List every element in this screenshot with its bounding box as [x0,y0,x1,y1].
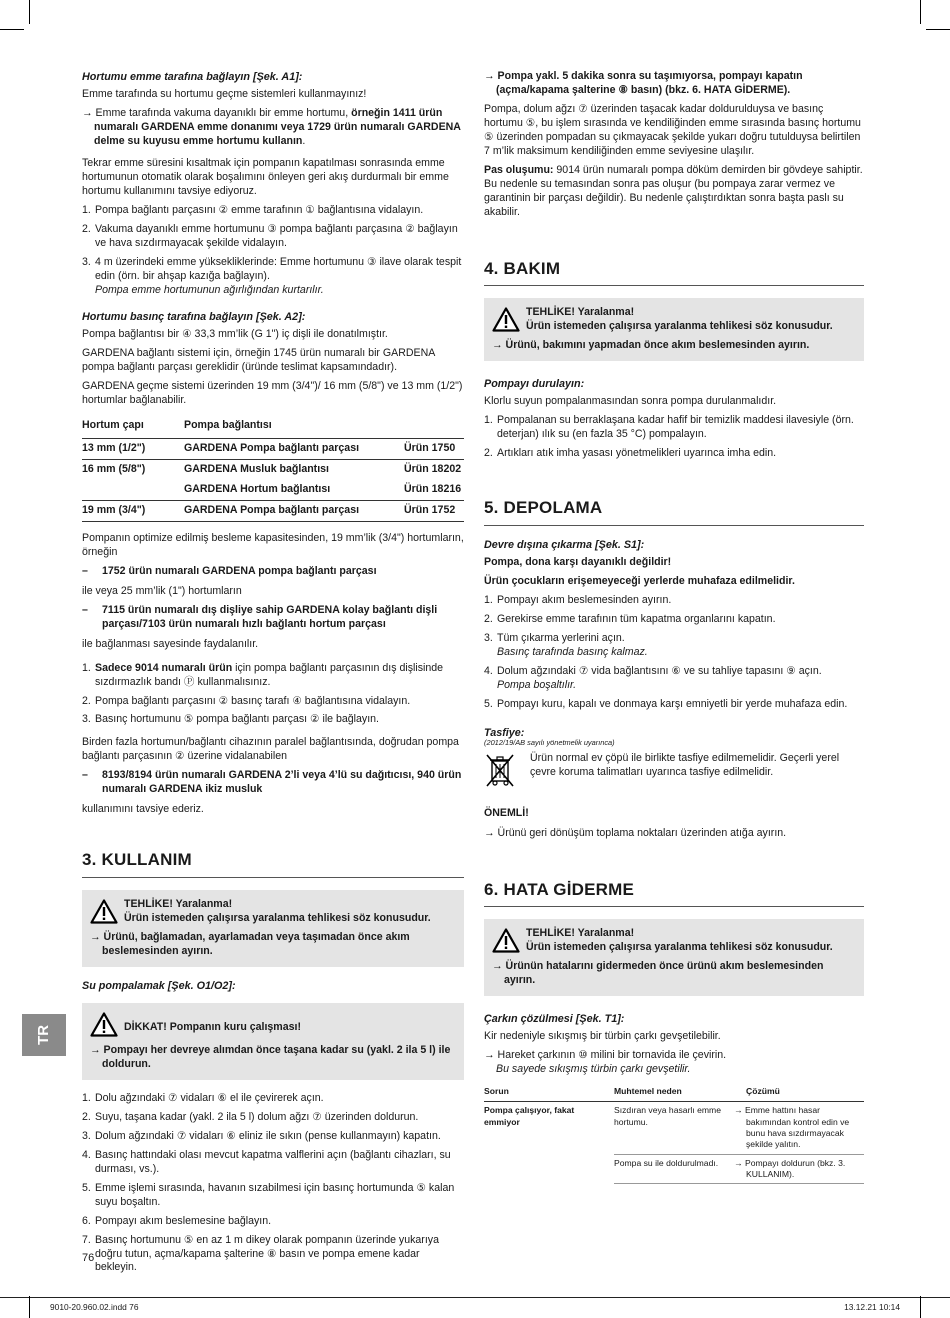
table-header: Muhtemel neden [614,1083,746,1102]
step-note: Pompa emme hortumunun ağırlığından kurtarılır. [95,283,324,296]
warning-action: → Ürünü, bağlamadan, ayarlamadan veya taşımadan önce akım beslemesinden ayırın. [90,930,410,957]
troubleshooting-table [484,1083,864,1184]
a1-intro: Emme tarafında su hortumu geçme sistemleri kullanmayınız! [82,88,367,101]
table-cell: GARDENA Hortum bağlantısı [184,482,331,495]
b-step [82,713,464,727]
table-row [82,459,464,479]
step-text: Emme işlemi sırasında, havanın sızabilmesi için basınç hortumunda ⑤ kalan suyu boşaltın. [95,1181,455,1208]
step-number: 2. [82,223,91,235]
s1-step [484,613,864,627]
table-cell: Sızdıran veya hasarlı emme hortumu. [614,1105,721,1127]
clean-heading: Pompayı durulayın: [484,378,585,391]
danger-warning-box [484,919,864,996]
step-number: 3. [484,631,493,644]
section-title-usage: 3. KULLANIM [82,849,464,877]
step-text: Pompayı kuru, kapalı ve donmaya karşı emniyetli bir yerde muhafaza edin. [497,697,848,710]
a1-arrow-bold: örneğin 1411 ürün numaralı GARDENA emme donanımı veya 1729 ürün numaralı GARDENA delme su kuyusu emme hortumu kullanın [94,107,461,148]
table-header-row [484,1083,864,1102]
dash-item-text: 7115 ürün numaralı dış dişliye sahip GARDENA kolay bağlantı dişli parçası/7103 ürün numaralı hızlı bağlantı hortum parçası [102,603,438,630]
s1-step [484,594,864,608]
important-arrow: → Ürünü geri dönüşüm toplama noktaları üzerinden atığa ayırın. [484,826,787,839]
warning-title: TEHLİKE! Yaralanma! [526,926,635,939]
warning-text: Ürün istemeden çalışırsa yaralanma tehlikesi söz konusudur. [124,911,431,924]
t1-arrow-text: Hareket çarkının ⑩ milini bir tornavida ile çevirin. [497,1049,727,1062]
disposal-regulation: (2012/19/AB sayılı yönetmelik uyarınca) [484,737,615,747]
important-heading: ÖNEMLİ! [484,806,529,819]
table-cell: GARDENA Musluk bağlantısı [184,459,404,479]
table-cell: → Pompayı doldurun (bkz. 3. KULLANIM). [746,1154,864,1184]
table-row [82,480,464,500]
warning-action: → Pompayı her devreye alımdan önce taşana kadar su (yakl. 2 ila 5 l) ile doldurun. [90,1043,451,1070]
r-arrow-item: → Pompa yakl. 5 dakika sonra su taşımıyorsa, pompayı kapatın (açma/kapama şalterine ⑧ basın) (bkz. 6. HATA GİDERME). [484,70,803,96]
table-cell: Ürün 18202 [404,459,464,479]
step-number: 1. [82,661,91,674]
step-number: 5. [82,1181,91,1194]
step-number: 2. [82,694,91,707]
disposal-heading: Tasfiye: [484,726,525,739]
step-text: Basınç hortumunu ⑤ en az 1 m dikey olarak pompanın üzerinde yukarıya doğru tutun, açma/kapama şalterine ⑧ basın ve pompa emene kadar bekleyin. [95,1233,439,1274]
step-text: Dolu ağzındaki ⑦ vidaları ⑥ el ile çevirerek açın. [95,1091,324,1104]
table-header: Pompa bağlantısı [184,416,464,438]
r-paragraph [484,164,864,220]
table-row [484,1102,864,1154]
opt-paragraph: ile bağlanması sayesinde faydalanılır. [82,637,259,650]
crop-mark [29,1296,30,1318]
table-cell: GARDENA Pompa bağlantı parçası [184,441,360,454]
danger-warning-box [484,298,864,361]
step-text: 4 m üzerindeki emme yüksekliklerinde: Emme hortumunu ③ ilave olarak tespit edin (örn. bir ahşap kazığa bağlayın). [95,255,462,282]
print-footer [0,1297,950,1312]
step-text: Pompa bağlantı parçasını ② basınç tarafı ④ bağlantısına vidalayın. [95,694,411,707]
disposal-block [484,752,864,793]
opt-paragraph: ile veya 25 mm’lik (1") hortumların [82,584,242,597]
crop-mark [920,0,921,24]
a1-step [82,204,464,218]
step-text: Pompa bağlantı parçasını ② emme tarafının ① bağlantısına vidalayın. [95,204,424,217]
warning-text: Ürün istemeden çalışırsa yaralanma tehlikesi söz konusudur. [526,940,833,953]
a1-heading: Hortumu emme tarafına bağlayın [Şek. A1]: [82,71,303,83]
s1-step [484,698,864,712]
step-number: 2. [484,612,493,625]
left-column [82,70,464,1280]
fix-text: Pompayı doldurun (bkz. 3. KULLANIM). [744,1157,846,1180]
step-number: 4. [82,1148,91,1161]
warning-triangle-icon [492,927,526,958]
warning-action-text: Ürünü, bağlamadan, ayarlamadan veya taşımadan önce akım beslemesinden ayırın. [102,930,410,957]
step-note: Basınç tarafında basınç kalmaz. [497,645,648,658]
o-step [82,1182,464,1210]
step-text: Suyu, taşana kadar (yakl. 2 ila 5 l) dolum ağzı ⑦ üzerinden doldurun. [95,1110,419,1123]
right-column [484,70,864,1184]
table-cell: Ürün 1750 [404,441,456,454]
disposal-text: Ürün normal ev çöpü ile birlikte tasfiye edilmemelidir. Geçerli yerel çevre koruma talimatları uyarınca tasfiye edilmelidir. [530,751,840,778]
danger-warning-box [82,890,464,967]
step-number: 1. [484,593,493,606]
o-step [82,1149,464,1177]
step-text: Dolum ağzındaki ⑦ vidaları ⑥ eliniz ile sıkın (pense kullanmayın) kapatın. [95,1129,441,1142]
table-header: Sorun [484,1083,614,1102]
b-step [82,662,464,690]
table-cell: → Emme hattını hasar bakımından kontrol edin ve bunu hava sızdırmayacak şekilde yalıtın. [734,1105,850,1150]
table-row [82,500,464,521]
crop-mark [920,1296,921,1318]
step-text: Dolum ağzındaki ⑦ vida bağlantısını ⑥ ve su tahliye tapasını ⑨ açın. [497,664,822,677]
t1-arrow: → Hareket çarkının ⑩ milini bir tornavida ile çevirin. Bu sayede sıkışmış türbin çarkı gevşetilir. [484,1049,727,1076]
table-header-row [82,416,464,438]
a2-paragraph: Pompa bağlantısı bir ④ 33,3 mm’lik (G 1") iç dişli ile donatılmıştır. [82,328,388,341]
a2-paragraph: GARDENA bağlantı sistemi için, örneğin 1745 ürün numaralı bir GARDENA pompa bağlantı parçası gereklidir (üründe teslimat kapsamındadır). [82,347,435,374]
step-note: Pompa boşaltılır. [497,678,577,691]
multi-paragraph: kullanımını tavsiye ederiz. [82,803,204,816]
clean-paragraph: Klorlu suyun pompalanmasından sonra pompa durulanmalıdır. [484,395,777,408]
t1-paragraph: Kir nedeniyle sıkışmış bir türbin çarkı gevşetilebilir. [484,1030,721,1043]
warning-action-text: Ürünün hatalarını gidermeden önce ürünü akım beslemesinden ayırın. [504,959,824,986]
warning-triangle-icon [90,1011,124,1042]
step-number: 2. [82,1110,91,1123]
warning-triangle-icon [492,306,526,337]
step-number: 5. [484,697,493,710]
rust-text: 9014 ürün numaralı pompa döküm demirden bir gövdeye sahiptir. Bu nedenle su temasından sonra pas oluşur (bu pompaya zarar vermez ve garantinin bir parçası değildir). Bu nedenle çalıştırdıktan sonra başta paslı su akabilir. [484,163,863,218]
warning-action-text: Ürünü, bakımını yapmadan önce akım beslemesinden ayırın. [505,339,810,352]
warning-text: Ürün istemeden çalışırsa yaralanma tehlikesi söz konusudur. [526,320,833,333]
clean-step [484,414,864,442]
s1-bold-note: Pompa, dona karşı dayanıklı değildir! [484,555,672,568]
step-number: 3. [82,255,91,268]
o-step [82,1215,464,1229]
table-cell: 13 mm (1/2") [82,441,146,454]
o-step [82,1111,464,1125]
step-bold: Sadece 9014 numaralı ürün [95,661,233,674]
a1-step [82,256,464,298]
o-heading: Su pompalamak [Şek. O1/O2]: [82,979,236,992]
t1-note: Bu sayede sıkışmış türbin çarkı gevşetilir. [496,1063,691,1076]
crossed-bin-icon [484,752,530,793]
clean-step [484,447,864,461]
language-tab-label: TR [35,1024,53,1045]
step-number: 6. [82,1214,91,1227]
warning-action: → Ürünün hatalarını gidermeden önce ürünü akım beslemesinden ayırın. [492,959,824,986]
multi-paragraph: Birden fazla hortumun/bağlantı cihazının paralel bağlantısında, doğrudan pompa bağlantı parçasının ② üzerine vidalanabilen [82,736,459,763]
s1-bold-note: Ürün çocukların erişemeyeceği yerlerde muhafaza edilmelidir. [484,574,795,587]
warning-title: TEHLİKE! Yaralanma! [124,897,233,910]
o-step [82,1092,464,1106]
dash-item: – 1752 ürün numaralı GARDENA pompa bağlantı parçası [82,564,377,577]
a1-step [82,223,464,251]
table-cell: Pompa çalışıyor, fakat emmiyor [484,1105,575,1127]
r-paragraph: Pompa, dolum ağzı ⑦ üzerinden taşacak kadar doldurulduysa ve basınç hortumu ⑤, bu işlem sırasında ve kendiliğinden emme sırasında basınç hortumu ⑤ üzerinden pompadan su çıkmayacak şekilde yukarı doğru tutulduysa belirtilen 7 m’lik maksimum kendiliğinden emme seviyesine ulaşılır. [484,102,861,157]
a1-arrow-end: . [302,135,306,148]
rust-label: Pas oluşumu: [484,163,554,176]
step-text: Pompayı akım beslemesine bağlayın. [95,1214,272,1227]
crop-mark [926,29,950,30]
warning-action: → Ürünü, bakımını yapmadan önce akım beslemesinden ayırın. [492,339,810,352]
table-cell: 19 mm (3/4") [82,500,184,521]
step-text: Pompayı akım beslemesinden ayırın. [497,593,672,606]
step-text: Artıkları atık imha yasası yönetmelikleri uyarınca imha edin. [497,447,777,460]
step-number: 3. [82,713,91,726]
s1-step [484,665,864,693]
table-cell: GARDENA Pompa bağlantı parçası [184,500,404,521]
step-text: Gerekirse emme tarafının tüm kapatma organlarını kapatın. [497,612,776,625]
opt-paragraph: Pompanın optimize edilmiş besleme kapasitesinden, 19 mm’lik (3/4") hortumların, örneğin [82,531,464,558]
hose-table [82,416,464,522]
a1-arrow-text: Emme tarafında vakuma dayanıklı bir emme hortumu, [95,107,352,120]
a1-paragraph: Tekrar emme süresini kısaltmak için pompanın kapatılması sonrasında emme hortumunun otomatik olarak boşalımını önleyen geri akış durdurmalı bir emme hortumu kullanımını tavsiye ediyoruz. [82,157,449,198]
table-cell: 16 mm (5/8") [82,459,184,479]
b-step [82,695,464,709]
step-text: için pompa bağlantı parçasının dış dişlisinde sızdırmazlık bandı Ⓟ kullanmalısınız. [95,661,444,688]
r-arrow-text: Pompa yakl. 5 dakika sonra su taşımıyorsa, pompayı kapatın (açma/kapama şalterine ⑧ basın) (bkz. 6. HATA GİDERME). [496,70,803,96]
crop-mark [0,29,24,30]
step-number: 2. [484,447,493,460]
footer-timestamp: 13.12.21 10:14 [844,1302,900,1312]
section-title-maintenance: 4. BAKIM [484,258,864,286]
fix-text: Emme hattını hasar bakımından kontrol edin ve bunu hava sızdırmayacak şekilde yalıtın. [744,1105,850,1150]
step-number: 1. [82,204,91,217]
s1-heading: Devre dışına çıkarma [Şek. S1]: [484,538,645,551]
a2-heading: Hortumu basınç tarafına bağlayın [Şek. A2]: [82,310,306,323]
dash-item: – 8193/8194 ürün numaralı GARDENA 2’li veya 4’lü su dağıtıcısı, 940 ürün numaralı GARDENA ikiz musluk [82,769,464,797]
step-number: 7. [82,1233,91,1246]
step-number: 4. [484,664,493,677]
page-number: 76 [82,1252,95,1264]
table-row [82,438,464,459]
o-step [82,1234,464,1276]
footer-filename: 9010-20.960.02.indd 76 [50,1302,139,1312]
dash-item-text: 8193/8194 ürün numaralı GARDENA 2’li veya 4’lü su dağıtıcısı, 940 ürün numaralı GARDENA ikiz musluk [102,769,462,796]
warning-title: TEHLİKE! Yaralanma! [526,306,635,319]
a1-arrow-item: → Emme tarafında vakuma dayanıklı bir emme hortumu, örneğin 1411 ürün numaralı GARDENA emme donanımı veya 1729 ürün numaralı GARDENA delme su kuyusu emme hortumu kullanın. [82,107,461,148]
warning-triangle-icon [90,898,124,929]
step-number: 3. [82,1129,91,1142]
table-cell: Pompa su ile doldurulmadı. [614,1154,746,1184]
table-header: Çözümü [746,1083,864,1102]
step-text: Basınç hattındaki olası mevcut kapatma valflerini açın (bağlantı cihazları, su durması, vs.). [95,1148,451,1175]
step-text: Basınç hortumunu ⑤ pompa bağlantı parçası ② ile bağlayın. [95,713,379,726]
o-step [82,1130,464,1144]
step-text: Pompalanan su berraklaşana kadar hafif bir temizlik maddesi ilavesiyle (örn. deterjan) ılık su (en fazla 35 °C) pompalayın. [497,414,854,441]
section-title-troubleshooting: 6. HATA GİDERME [484,879,864,907]
table-cell: Ürün 18216 [404,482,462,495]
dash-item-text: 1752 ürün numaralı GARDENA pompa bağlantı parçası [102,564,377,577]
caution-warning-box [82,1003,464,1080]
dash-item: – 7115 ürün numaralı dış dişliye sahip GARDENA kolay bağlantı dişli parçası/7103 ürün numaralı hızlı bağlantı hortum parçası [82,604,464,632]
t1-heading: Çarkın çözülmesi [Şek. T1]: [484,1012,625,1025]
step-text: Vakuma dayanıklı emme hortumunu ③ pompa bağlantı parçasına ② bağlayın ve hava sızdırmayacak şekilde vidalayın. [95,223,458,249]
s1-step [484,632,864,660]
step-number: 1. [484,414,493,427]
table-cell: Ürün 1752 [404,500,464,521]
step-text: Tüm çıkarma yerlerini açın. [497,631,625,644]
table-cell [82,480,184,500]
table-header: Hortum çapı [82,416,184,438]
a2-paragraph: GARDENA geçme sistemi üzerinden 19 mm (3/4")/ 16 mm (5/8") ve 13 mm (1/2") hortumlar bağlanabilir. [82,380,463,406]
crop-mark [29,0,30,24]
warning-title: DİKKAT! Pompanın kuru çalışması! [124,1020,301,1033]
important-arrow-text: Ürünü geri dönüşüm toplama noktaları üzerinden atığa ayırın. [497,826,787,839]
language-tab [22,1014,66,1056]
section-title-storage: 5. DEPOLAMA [484,497,864,525]
warning-action-text: Pompayı her devreye alımdan önce taşana kadar su (yakl. 2 ila 5 l) ile doldurun. [102,1043,451,1070]
step-number: 1. [82,1091,91,1104]
